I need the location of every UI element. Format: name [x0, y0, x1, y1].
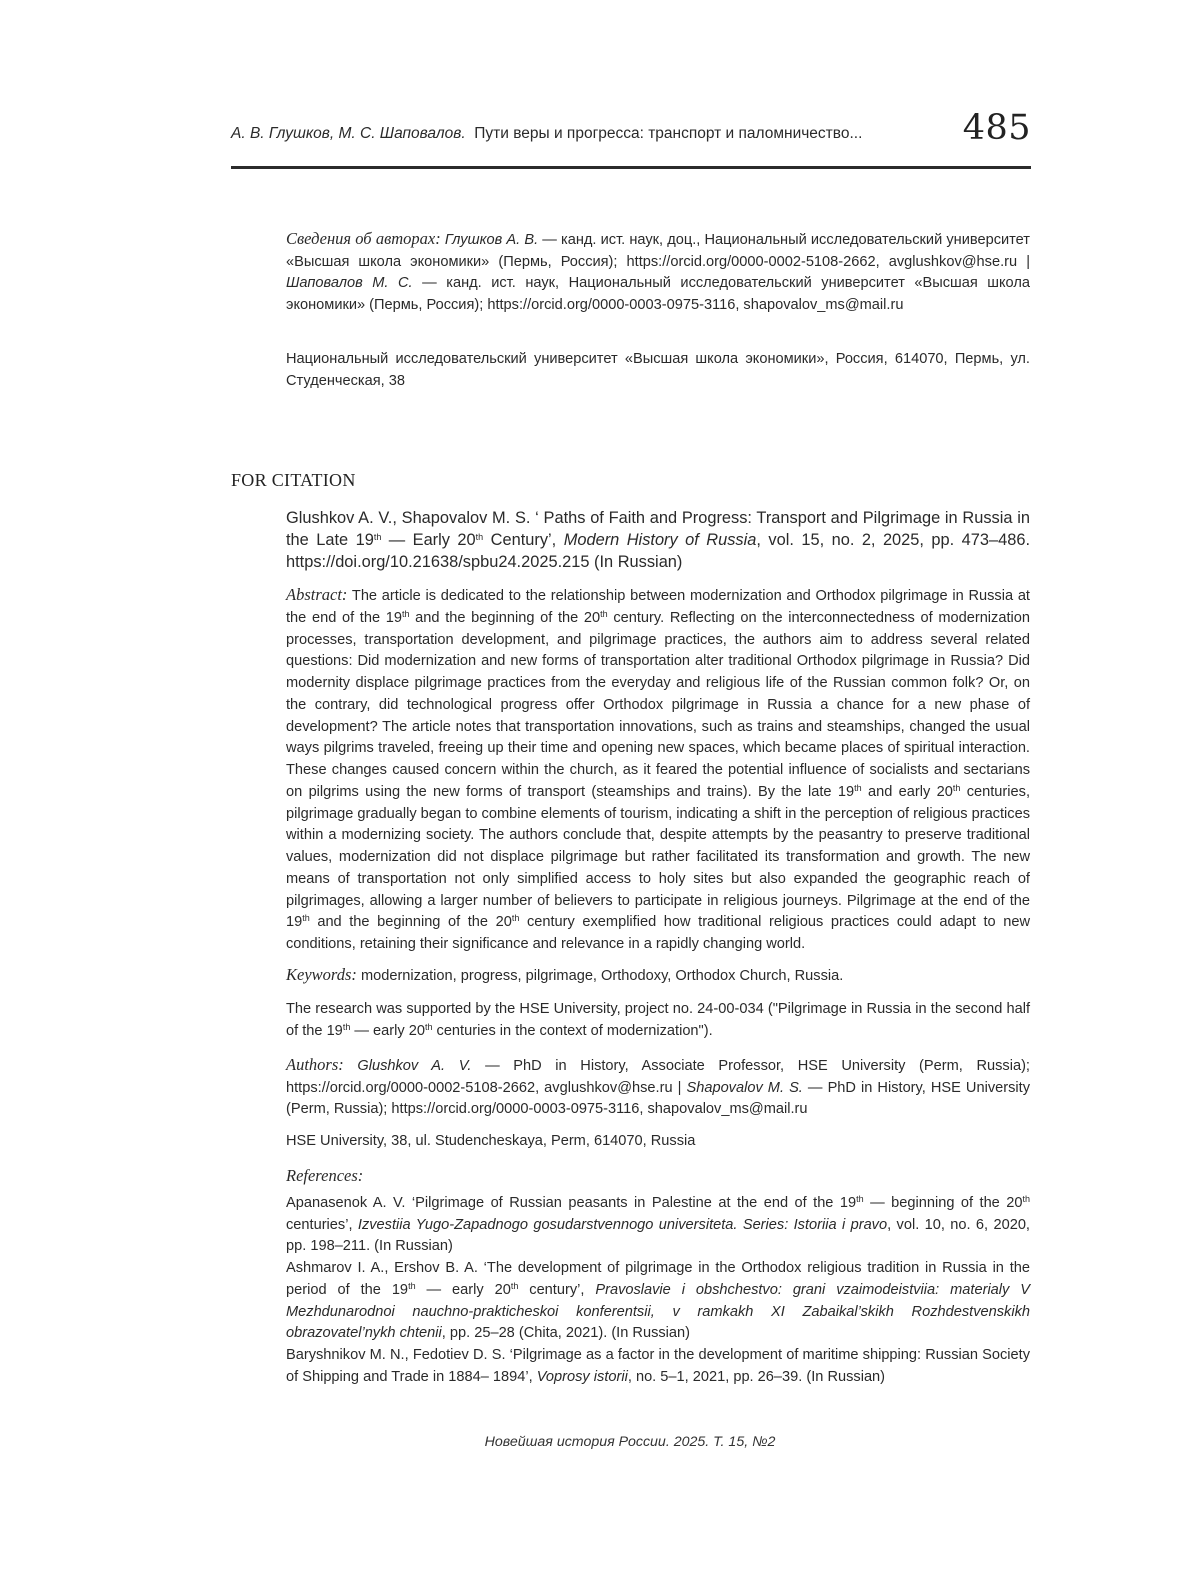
keywords-text: modernization, progress, pilgrimage, Orthodoxy, Orthodox Church, Russia.: [356, 968, 844, 984]
abstract-sup: th: [402, 608, 410, 619]
ru-affiliation: Национальный исследовательский университет «Высшая школа экономики», Россия, 614070, Пермь, ул. Студенческая, 38: [286, 351, 1030, 389]
reference-item: [286, 1345, 1030, 1388]
abstract-part: and early 20: [861, 783, 953, 800]
ru-author-info: [286, 228, 1030, 317]
abstract-sup: th: [511, 913, 520, 924]
references-list: [286, 1193, 1030, 1388]
running-head-authors: А. В. Глушков, М. С. Шаповалов.: [231, 125, 466, 142]
citation-text-b: — Early 20: [381, 531, 476, 549]
reference-text: — early 20: [415, 1281, 511, 1298]
en-author-info: [286, 1054, 1030, 1121]
page-footer: Новейшая история России. 2025. Т. 15, №2: [484, 1434, 776, 1450]
funding-part: — early 20: [350, 1022, 425, 1039]
funding-sup: th: [342, 1021, 351, 1032]
ru-author-separator: |: [1017, 253, 1030, 270]
ru-author-info-label: Сведения об авторах:: [286, 229, 441, 248]
citation-sup-2: th: [475, 532, 484, 542]
reference-item: [286, 1258, 1030, 1345]
reference-text: , pp. 25–28 (Chita, 2021). (In Russian): [441, 1325, 690, 1342]
reference-source: Izvestiia Yugo-Zapadnogo gosudarstvennogo universiteta. Series: Istoriia i pravo: [357, 1216, 888, 1233]
reference-text: Apanasenok A. V. ‘Pilgrimage of Russian peasants in Palestine at the end of the 19: [286, 1195, 857, 1211]
citation-text-a: Glushkov A. V., Shapovalov M. S. ‘ Paths of Faith and Progress: Transport and Pilgrimage in Russia in the Late 19: [286, 509, 1030, 549]
en-author2-details: — PhD in History, HSE University (Perm, Russia); https://orcid.org/0000-0003-0975-3116, shapovalov_ms@mail.ru: [286, 1079, 1030, 1118]
abstract-sup: th: [952, 782, 961, 793]
citation: [286, 507, 1030, 573]
ru-author1-name: Глушков А. В.: [444, 232, 539, 248]
reference-sup: th: [856, 1194, 864, 1204]
en-author-separator: |: [672, 1079, 687, 1096]
reference-text: century’,: [518, 1281, 596, 1298]
reference-text: — beginning of the 20: [863, 1195, 1023, 1211]
references-label: References:: [286, 1166, 364, 1185]
ru-author2-name: Шаповалов М. С.: [286, 275, 413, 292]
abstract-part: centuries, pilgrimage gradually began to combine elements of tourism, indicating a shift in the perception of religious practices within a modernizing society. The authors conclude that, despite attempts by the peasantry to preserve traditional values, modernization did not displace pilgrimage but rather facilitated its transformation and growth. The new means of transportation not only simplified access to holy sites but also expanded the geographic reach of pilgrimages, allowing a larger number of believers to participate in religious journeys. Pilgrimage at the end of the 19: [286, 783, 1030, 931]
abstract-part: century. Reflecting on the interconnectedness of modernization processes, transportation development, and pilgrimage practices, the authors aim to address several related questions: Did modernization and new forms of transportation alter traditional Orthodox pilgrimage in Russia? Did modernity displace pilgrimage practices from the everyday and religious life of the Russian common folk? Or, on the contrary, did technological progress offer Orthodox pilgrimage in Russia a chance for a new phase of development? The article notes that transportation innovations, such as trains and steamships, changed the usual ways pilgrims traveled, freeing up their time and opening new spaces, which became places of spiritual interaction. These changes caused concern within the church, as it feared the potential influence of socialists and sectarians on pilgrims using the new forms of transport (steamships and trains). By the late 19: [286, 609, 1030, 800]
funding-part: The research was supported by the HSE University, project no. 24-00-034 ("Pilgrimage in Russia in the second half of the 19: [286, 1001, 1030, 1039]
keywords: [286, 964, 1030, 988]
running-head-text: [231, 125, 862, 143]
citation-journal: Modern History of Russia: [563, 531, 757, 549]
abstract-sup: th: [854, 782, 862, 793]
reference-source: Voprosy istorii: [536, 1368, 628, 1385]
en-author-info-label: Authors:: [286, 1055, 344, 1074]
abstract-sup: th: [600, 608, 608, 619]
abstract-part: and the beginning of the 20: [309, 914, 512, 931]
citation-sup-1: th: [373, 532, 382, 542]
reference-text: , vol. 10, no. 6, 2020, pp. 198–211. (In Russian): [286, 1216, 1030, 1255]
citation-text-d: , vol. 15, no. 2, 2025, pp. 473–486. https://doi.org/10.21638/spbu24.2025.215 (In Russian): [286, 531, 1031, 571]
reference-text: Ashmarov I. A., Ershov B. A. ‘The development of pilgrimage in the Orthodox religious tradition in Russia in the period of the 19: [286, 1260, 1030, 1298]
reference-sup: th: [408, 1280, 416, 1291]
reference-source: Pravoslavie i obshchestvo: grani vzaimodeistviia: materialy V Mezhdunarodnoi nauchno-prakticheskoi konferentsii, v ramkakh XI Zabaikal’skikh Rozhdestvenskikh obrazovatel’nykh chtenii: [286, 1281, 1030, 1342]
ru-author1-details: — канд. ист. наук, доц., Национальный исследовательский университет «Высшая школа экономики» (Пермь, Россия); https://orcid.org/0000-0002-5108-2662, avglushkov@hse.ru: [286, 232, 1030, 270]
references-heading: [286, 1165, 1030, 1189]
reference-text: centuries’,: [286, 1216, 358, 1233]
ru-author2-details: — канд. ист. наук, Национальный исследовательский университет «Высшая школа экономики» (Пермь, Россия); https://orcid.org/0000-0003-0975-3116, shapovalov_ms@mail.ru: [286, 275, 1030, 314]
funding-note: [286, 999, 1030, 1042]
for-citation-heading: FOR CITATION: [231, 470, 356, 490]
funding-sup: th: [424, 1021, 433, 1032]
citation-text-c: Century’,: [483, 531, 564, 549]
reference-text: , no. 5–1, 2021, pp. 26–39. (In Russian): [627, 1368, 886, 1385]
en-author1-name: Glushkov A. V.: [357, 1058, 472, 1074]
reference-sup: th: [510, 1280, 519, 1291]
funding-part: centuries in the context of modernization").: [432, 1022, 713, 1039]
reference-item: [286, 1193, 1030, 1258]
en-author1-details: — PhD in History, Associate Professor, HSE University (Perm, Russia); https://orcid.org/0000-0002-5108-2662, avglushkov@hse.ru: [286, 1058, 1030, 1096]
en-author2-name: Shapovalov M. S.: [686, 1079, 803, 1096]
reference-text: Baryshnikov M. N., Fedotiev D. S. ‘Pilgrimage as a factor in the development of maritime shipping: Russian Society of Shipping and Trade in 1884– 1894’,: [286, 1346, 1030, 1385]
abstract-part: The article is dedicated to the relationship between modernization and Orthodox pilgrimage in Russia at the end of the 19: [286, 588, 1030, 626]
running-header: [231, 106, 1031, 162]
header-rule: [231, 166, 1031, 169]
reference-sup: th: [1022, 1194, 1031, 1204]
abstract-sup: th: [302, 913, 310, 924]
abstract-label: Abstract:: [286, 585, 348, 604]
keywords-label: Keywords:: [286, 965, 357, 984]
abstract: [286, 584, 1030, 956]
abstract-part: and the beginning of the 20: [409, 609, 601, 626]
en-affiliation: HSE University, 38, ul. Studencheskaya, Perm, 614070, Russia: [286, 1133, 696, 1149]
page-number: 485: [962, 108, 1031, 148]
abstract-part: century exemplified how traditional religious practices could adapt to new conditions, retaining their significance and relevance in a rapidly changing world.: [286, 914, 1030, 952]
running-head-title: Пути веры и прогресса: транспорт и паломничество...: [474, 125, 863, 142]
